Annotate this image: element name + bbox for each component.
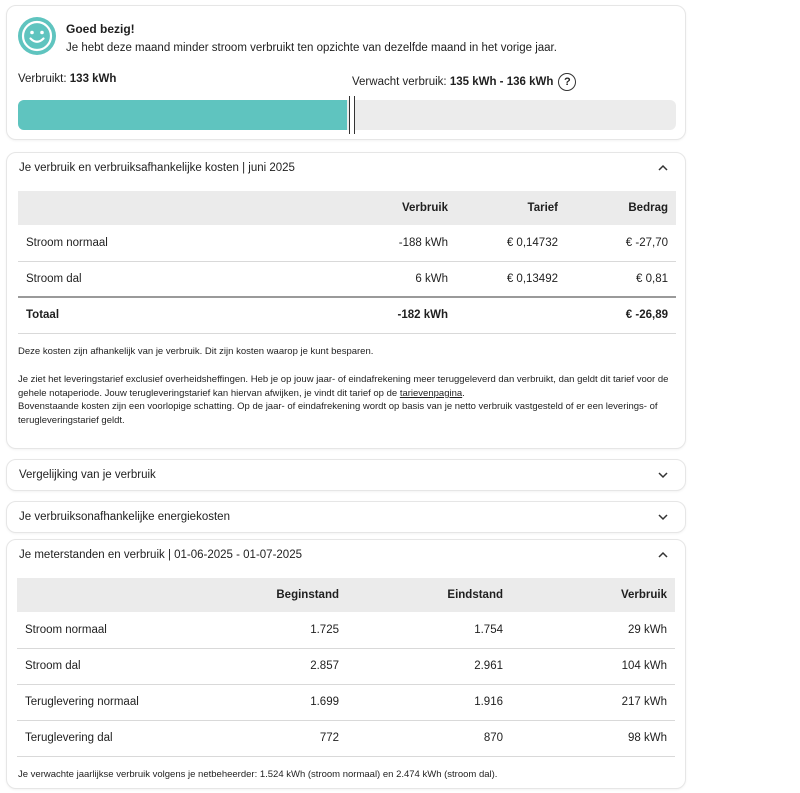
usage-progress-bar bbox=[18, 100, 676, 130]
begin-cell: 1.699 bbox=[197, 684, 347, 720]
begin-cell: 772 bbox=[197, 720, 347, 756]
expected-usage-marker bbox=[349, 96, 355, 134]
end-cell: 1.754 bbox=[347, 612, 511, 648]
table-row bbox=[17, 720, 675, 756]
help-icon[interactable]: ? bbox=[558, 73, 576, 91]
usage-costs-header[interactable] bbox=[7, 153, 685, 183]
column-header: Eindstand bbox=[347, 578, 511, 612]
fixed-costs-section[interactable] bbox=[6, 501, 686, 533]
usage-status-card bbox=[6, 5, 686, 140]
usage-costs-table bbox=[18, 191, 676, 334]
tariff-cell: € 0,14732 bbox=[456, 225, 566, 261]
usage-value: 133 kWh bbox=[69, 73, 117, 85]
begin-cell: 1.725 bbox=[197, 612, 347, 648]
column-header: Tarief bbox=[456, 191, 566, 225]
column-header: Verbruik bbox=[248, 191, 456, 225]
table-row bbox=[17, 648, 675, 684]
tariff-note-text: Je ziet het leveringstarief exclusief overheidsheffingen. Heb je op jouw jaar- of eindafrekening meer teruggeleverd dan verbruikt, dan geldt dit tarief voor de gehele notaperiode. Jouw terugleveringstarief kan hiervan afwijken, je vindt dit tarief op de bbox=[18, 374, 669, 399]
usage-costs-section bbox=[6, 152, 686, 449]
table-row bbox=[18, 225, 676, 261]
usage-label: Verbruikt: bbox=[18, 73, 67, 85]
chevron-down-icon[interactable] bbox=[657, 469, 669, 481]
usage-cell: 217 kWh bbox=[511, 684, 675, 720]
table-row bbox=[18, 261, 676, 297]
row-label: Teruglevering normaal bbox=[17, 684, 197, 720]
column-header: Beginstand bbox=[197, 578, 347, 612]
meter-readings-section bbox=[6, 539, 686, 789]
expected-label: Verwacht verbruik: bbox=[352, 76, 447, 88]
smiley-icon bbox=[18, 17, 56, 55]
usage-cell: 6 kWh bbox=[248, 261, 456, 297]
begin-cell: 2.857 bbox=[197, 648, 347, 684]
table-row bbox=[17, 684, 675, 720]
column-header: Verbruik bbox=[511, 578, 675, 612]
usage-cell: -182 kWh bbox=[248, 297, 456, 333]
fixed-costs-header[interactable] bbox=[7, 502, 685, 532]
row-label: Stroom dal bbox=[18, 261, 248, 297]
expected-usage bbox=[352, 73, 576, 91]
usage-summary bbox=[18, 73, 116, 85]
total-row bbox=[18, 297, 676, 333]
meter-readings-table bbox=[17, 578, 675, 757]
chevron-down-icon[interactable] bbox=[657, 511, 669, 523]
tariff-note-end: . bbox=[462, 387, 465, 399]
row-label: Stroom dal bbox=[17, 648, 197, 684]
usage-comparison-section[interactable] bbox=[6, 459, 686, 491]
usage-cell: 104 kWh bbox=[511, 648, 675, 684]
status-message: Je hebt deze maand minder stroom verbruikt ten opzichte van dezelfde maand in het vorige jaar. bbox=[66, 42, 557, 54]
section-title: Je meterstanden en verbruik | 01-06-2025 - 01-07-2025 bbox=[19, 549, 302, 561]
costs-note: Deze kosten zijn afhankelijk van je verbruik. Dit zijn kosten waarop je kunt besparen. bbox=[18, 346, 374, 357]
usage-cell: 98 kWh bbox=[511, 720, 675, 756]
tariff-page-link[interactable]: tarievenpagina bbox=[399, 387, 463, 399]
usage-comparison-header[interactable] bbox=[7, 460, 685, 490]
annual-usage-footnote: Je verwachte jaarlijkse verbruik volgens je netbeheerder: 1.524 kWh (stroom normaal) en 2.474 kWh (stroom dal). bbox=[18, 769, 498, 780]
row-label: Stroom normaal bbox=[18, 225, 248, 261]
amount-cell: € -27,70 bbox=[566, 225, 676, 261]
tariff-note bbox=[18, 373, 678, 427]
table-row bbox=[17, 612, 675, 648]
amount-cell: € 0,81 bbox=[566, 261, 676, 297]
column-header bbox=[18, 191, 248, 225]
column-header: Bedrag bbox=[566, 191, 676, 225]
section-title: Vergelijking van je verbruik bbox=[19, 469, 156, 481]
row-label: Totaal bbox=[18, 297, 248, 333]
row-label: Teruglevering dal bbox=[17, 720, 197, 756]
amount-cell: € -26,89 bbox=[566, 297, 676, 333]
status-title: Goed bezig! bbox=[66, 22, 135, 36]
chevron-up-icon[interactable] bbox=[657, 162, 669, 174]
expected-value: 135 kWh - 136 kWh bbox=[449, 76, 554, 88]
row-label: Stroom normaal bbox=[17, 612, 197, 648]
tariff-cell: € 0,13492 bbox=[456, 261, 566, 297]
chevron-up-icon[interactable] bbox=[657, 549, 669, 561]
column-header bbox=[17, 578, 197, 612]
usage-progress-fill bbox=[18, 100, 347, 130]
section-title: Je verbruik en verbruiksafhankelijke kosten | juni 2025 bbox=[19, 162, 295, 174]
usage-cell: 29 kWh bbox=[511, 612, 675, 648]
end-cell: 1.916 bbox=[347, 684, 511, 720]
tariff-cell bbox=[456, 297, 566, 333]
section-title: Je verbruiksonafhankelijke energiekosten bbox=[19, 511, 230, 523]
end-cell: 2.961 bbox=[347, 648, 511, 684]
usage-cell: -188 kWh bbox=[248, 225, 456, 261]
estimate-note: Bovenstaande kosten zijn een voorlopige schatting. Op de jaar- of eindafrekening wordt op basis van je netto verbruik vastgesteld of er een leverings- of terugleveringstarief geldt. bbox=[18, 401, 658, 426]
meter-readings-header[interactable] bbox=[7, 540, 685, 570]
end-cell: 870 bbox=[347, 720, 511, 756]
